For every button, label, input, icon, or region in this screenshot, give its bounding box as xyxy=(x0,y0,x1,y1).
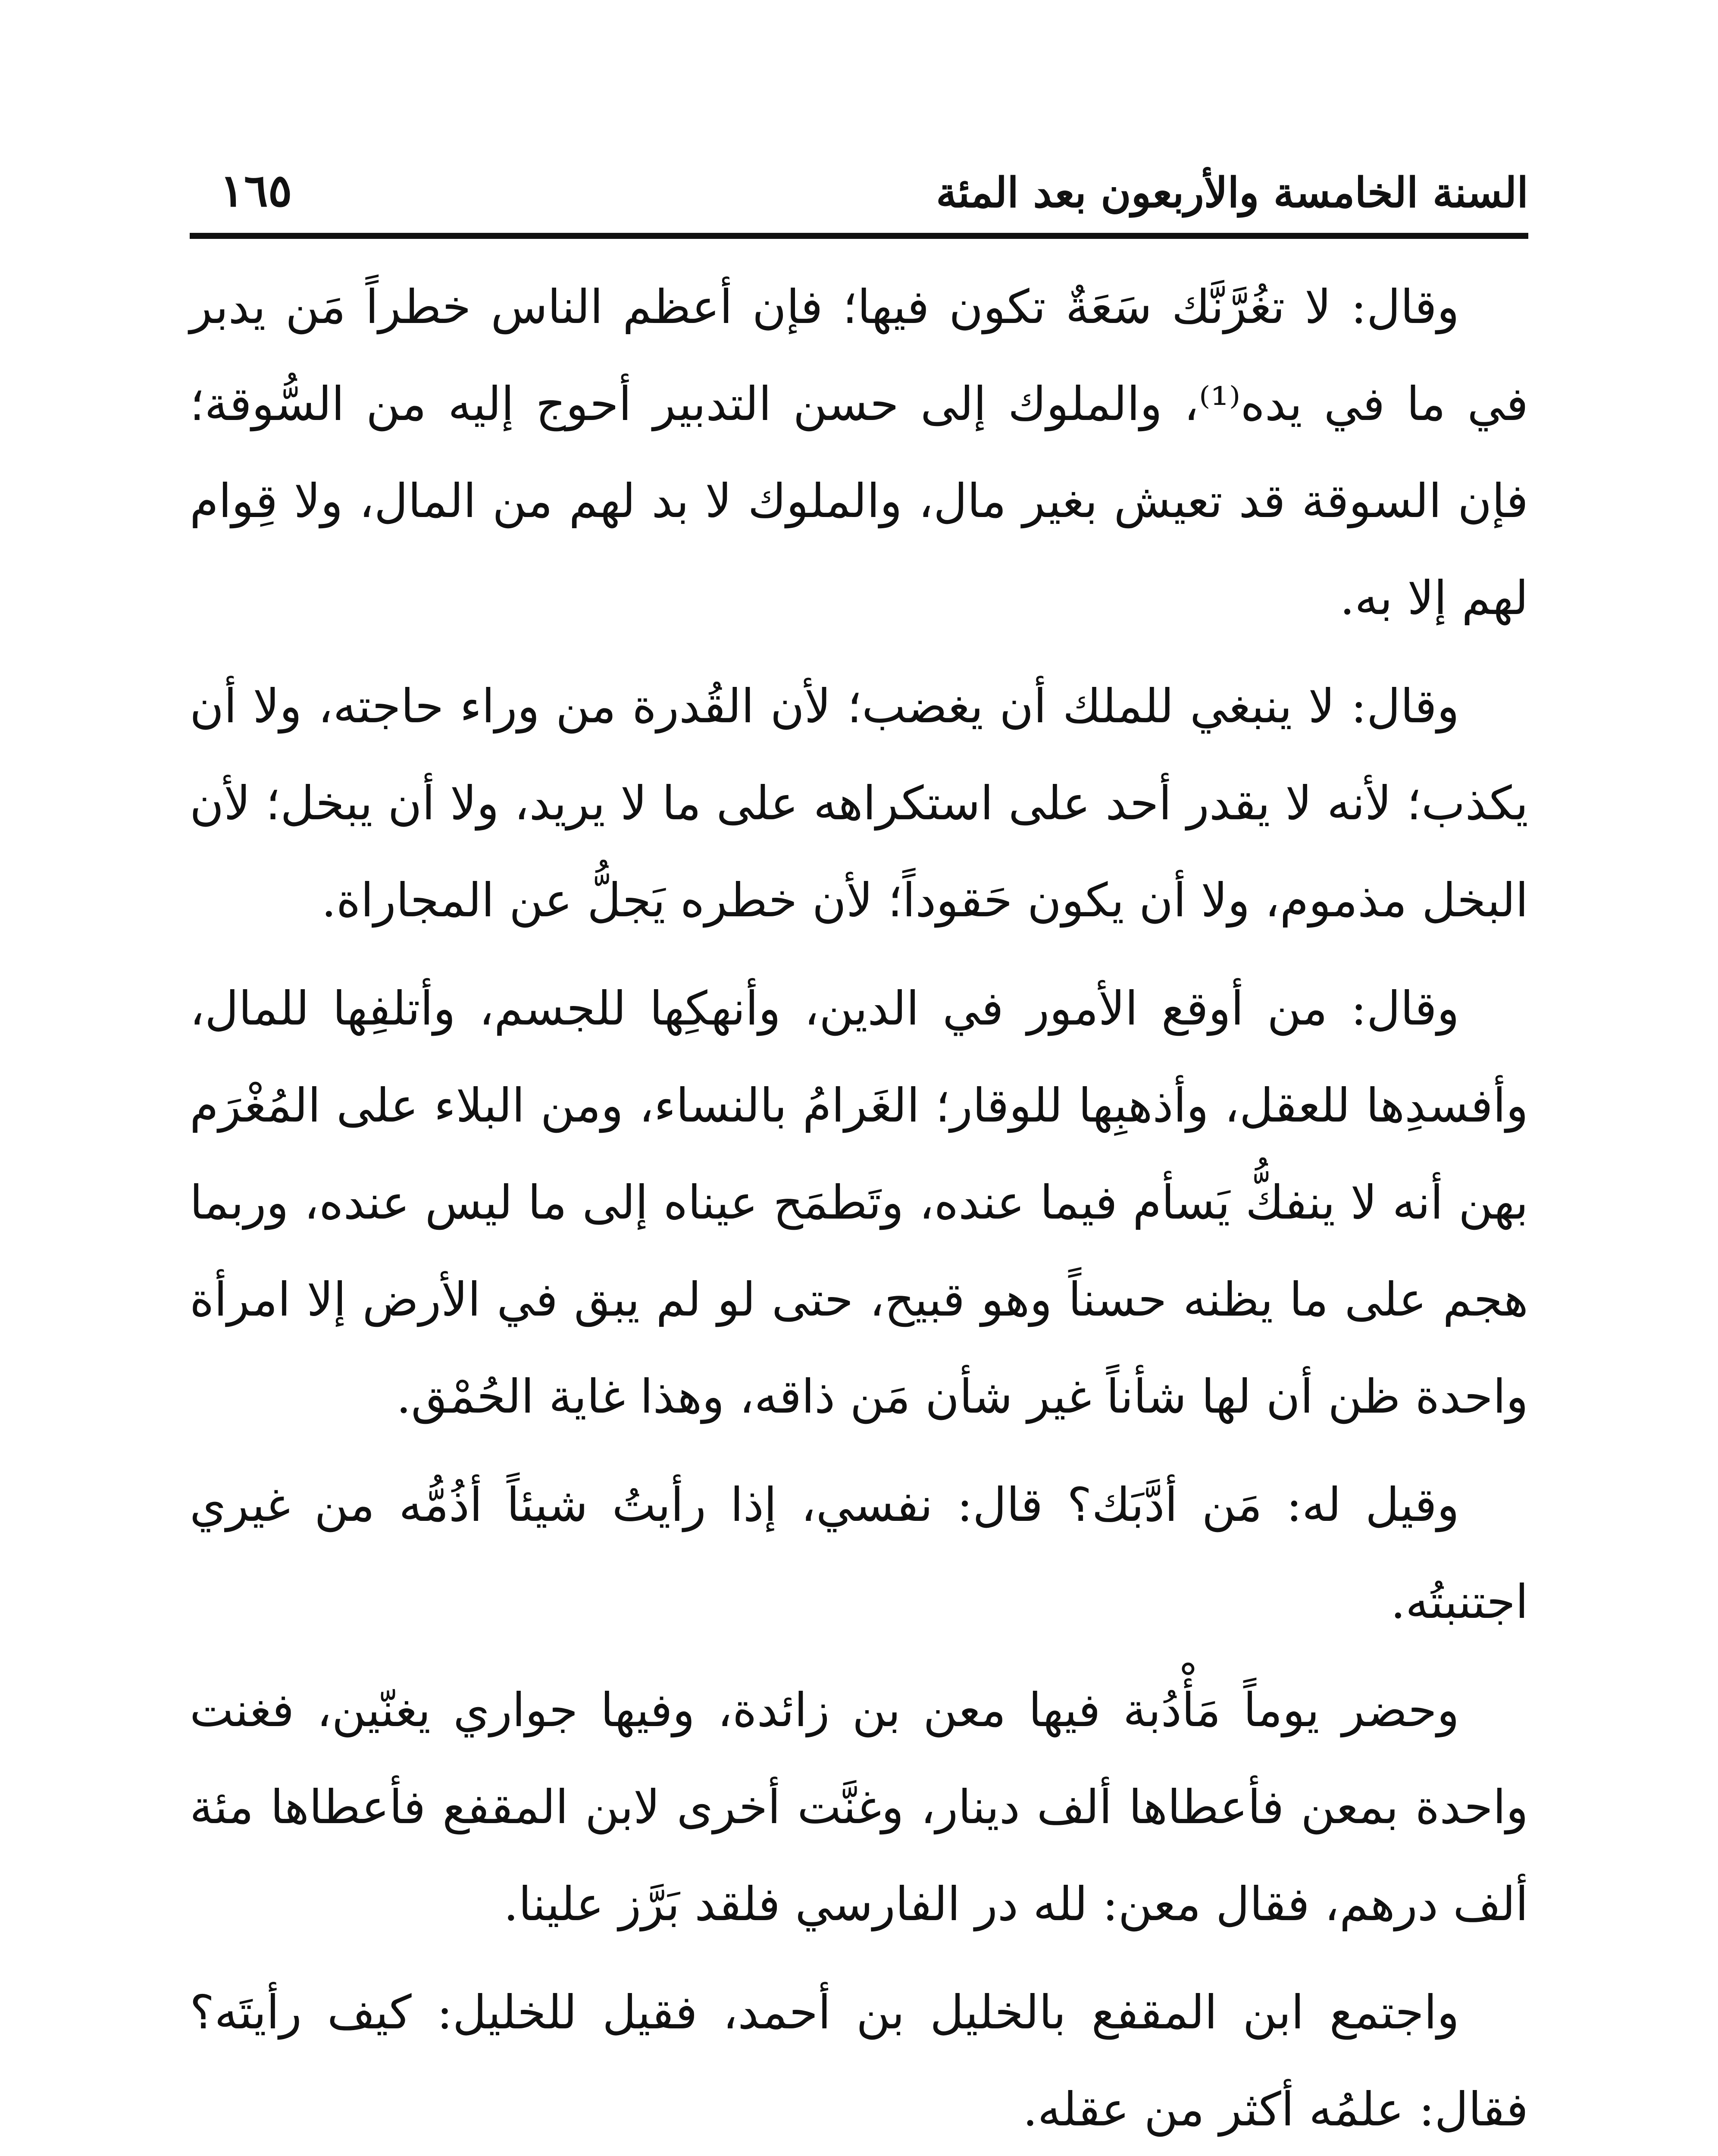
paragraph-3: وقال: من أوقع الأمور في الدين، وأنهكِها للجسم، وأتلفِها للمال، وأفسدِها للعقل، وأذهبِها للوقار؛ الغَرامُ بالنساء، ومن البلاء على المُغْرَم بهن أنه لا ينفكُّ يَسأم فيما عنده، وتَطمَح عيناه إلى ما ليس عنده، وربما هجم على ما يظنه حسناً وهو قبيح، حتى لو لم يبق في الأرض إلا امرأة واحدة ظن أن لها شأناً غير شأن مَن ذاقه، وهذا غاية الحُمْق. xyxy=(190,982,1528,1424)
page-header xyxy=(190,142,1528,220)
header-rule xyxy=(190,233,1528,239)
page-number: ١٦٥ xyxy=(220,164,292,217)
paragraph-1: وقال: لا تغُرَّنَّك سَعَةٌ تكون فيها؛ فإن أعظم الناس خطراً مَن يدبر في ما في يده⁽¹⁾، والملوك إلى حسن التدبير أحوج إليه من السُّوقة؛ فإن السوقة قد تعيش بغير مال، والملوك لا بد لهم من المال، ولا قِوام لهم إلا به. xyxy=(190,280,1528,625)
main-text xyxy=(190,259,1528,2156)
running-title: السنة الخامسة والأربعون بعد المئة xyxy=(936,168,1528,217)
paragraph-6: واجتمع ابن المقفع بالخليل بن أحمد، فقيل للخليل: كيف رأيتَه؟ فقال: علمُه أكثر من عقله. xyxy=(190,1986,1528,2137)
paragraph-4: وقيل له: مَن أدَّبَك؟ قال: نفسي، إذا رأيتُ شيئاً أذُمُّه من غيري اجتنبتُه. xyxy=(190,1478,1528,1629)
paragraph-5: وحضر يوماً مَأْدُبة فيها معن بن زائدة، وفيها جواري يغنّين، فغنت واحدة بمعن فأعطاها ألف دينار، وغنَّت أخرى لابن المقفع فأعطاها مئة ألف درهم، فقال معن: لله در الفارسي فلقد بَرَّز علينا. xyxy=(190,1683,1528,1931)
paragraph-2: وقال: لا ينبغي للملك أن يغضب؛ لأن القُدرة من وراء حاجته، ولا أن يكذب؛ لأنه لا يقدر أحد على استكراهه على ما لا يريد، ولا أن يبخل؛ لأن البخل مذموم، ولا أن يكون حَقوداً؛ لأن خطره يَجلُّ عن المجاراة. xyxy=(190,680,1528,928)
